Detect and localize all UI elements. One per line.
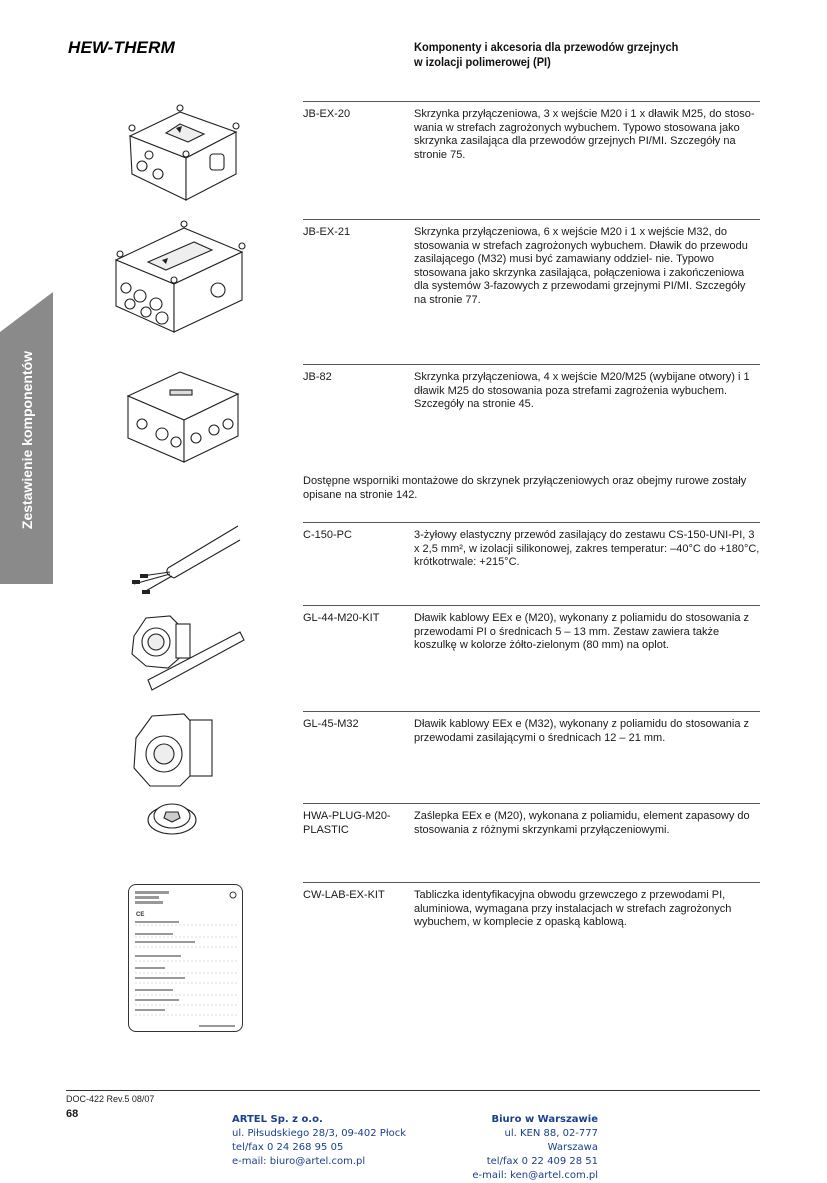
- product-code: HWA-PLUG-M20-PLASTIC: [303, 810, 391, 836]
- side-tab-label: Zestawienie komponentów: [19, 350, 35, 530]
- product-row: [303, 101, 760, 211]
- product-description: Skrzynka przyłączeniowa, 6 x wejście M20 i 1 x wejście M32, do stosowania w strefach zagrożonych wybuchem. Dławik do przewodu zasilającego (M32) musi być zamawiany oddziel- nie. Typowo stosowana jako skrzynka zasilająca, połączeniowa i zakończeniowa dla systemów 3-fazowych z przewodami grzejnymi PI/MI. Szczegóły na stronie 77.: [414, 226, 748, 306]
- label-plate-lines: [129, 885, 244, 1033]
- product-description: Tabliczka identyfikacyjna obwodu grzewczego z przewodami PI, aluminiowa, wymagana przy instalacjach w strefach zagrożonych wybuchem, w komplecie z opaską kablową.: [414, 889, 732, 928]
- product-description: Skrzynka przyłączeniowa, 4 x wejście M20/M25 (wybijane otwory) i 1 dławik M25 do stosowania poza strefami zagrożenia wybuchem. Szczegóły na stronie 45.: [414, 371, 750, 410]
- product-code: CW-LAB-EX-KIT: [303, 889, 385, 901]
- company-street: ul. Piłsudskiego 28/3, 09-402 Płock: [232, 1128, 407, 1139]
- product-code: JB-EX-20: [303, 108, 351, 120]
- page-number: 68: [66, 1108, 79, 1120]
- c-150-pc-image: [128, 518, 243, 598]
- product-description: Dławik kablowy EEx e (M20), wykonany z poliamidu do stosowania z przewodami PI o średnicach 5 – 13 mm. Zestaw zawiera także koszulkę w kolorze żółto-zielonym (80 mm) na oplot.: [414, 612, 750, 651]
- product-description: 3-żyłowy elastyczny przewód zasilający do zestawu CS-150-UNI-PI, 3 x 2,5 mm², w izolacji silikonowej, zakres temperatur: –40°C do +180°C, krótkotrwale: +215°C.: [414, 529, 760, 568]
- product-description: Skrzynka przyłączeniowa, 3 x wejście M20 i 1 x dławik M25, do stoso- wania w strefach zagrożonych wybuchem. Typowo stosowana jako skrzynka zasilająca dla przewodów grzejnych PI/MI. Szczegóły na stronie 75.: [414, 108, 755, 161]
- ce-mark: CE: [136, 912, 145, 918]
- product-code: GL-45-M32: [303, 718, 359, 730]
- cw-lab-ex-kit-label-plate: [128, 884, 243, 1032]
- product-code: GL-44-M20-KIT: [303, 612, 380, 624]
- product-code: JB-EX-21: [303, 226, 351, 238]
- company-email[interactable]: e-mail: biuro@artel.com.pl: [232, 1156, 366, 1167]
- company-phone: tel/fax 0 24 268 95 05: [232, 1142, 344, 1153]
- gl-44-m20-kit-image: [128, 606, 248, 696]
- product-row: [303, 605, 760, 705]
- hwa-plug-m20-plastic-image: [142, 798, 202, 838]
- office-email[interactable]: e-mail: ken@artel.com.pl: [472, 1170, 598, 1181]
- page-title-line-2: w izolacji polimerowej (PI): [414, 55, 551, 69]
- product-description: Zaślepka EEx e (M20), wykonana z poliamidu, element zapasowy do stosowania z różnymi skrzynkami przyłączeniowymi.: [414, 810, 750, 836]
- jb-82-image: [118, 362, 243, 467]
- mounting-note: Dostępne wsporniki montażowe do skrzynek przyłączeniowych oraz obejmy rurowe zostały opisane na stronie 142.: [303, 475, 747, 501]
- product-description: Dławik kablowy EEx e (M32), wykonany z poliamidu do stosowania z przewodami zasilającymi o średnicach 12 – 21 mm.: [414, 718, 750, 744]
- product-code: JB-82: [303, 371, 332, 383]
- product-row: [303, 803, 760, 881]
- product-row: [303, 522, 760, 602]
- company-name: ARTEL Sp. z o.o.: [232, 1114, 323, 1125]
- company-address-warszawa: [452, 1113, 598, 1183]
- office-name: Biuro w Warszawie: [491, 1114, 598, 1125]
- company-logo: HEW-THERM: [68, 38, 175, 57]
- company-address-plock: [232, 1113, 406, 1169]
- product-row: [303, 364, 760, 464]
- page-title-line-1: Komponenty i akcesoria dla przewodów grzejnych: [414, 40, 679, 54]
- page-title: [414, 40, 727, 70]
- product-row: [303, 219, 760, 359]
- product-row: [303, 711, 760, 799]
- product-row: [303, 882, 760, 962]
- product-code: C-150-PC: [303, 529, 352, 541]
- office-phone: tel/fax 0 22 409 28 51: [486, 1156, 598, 1167]
- jb-ex-21-image: [106, 218, 246, 338]
- jb-ex-20-image: [118, 96, 243, 206]
- office-street: ul. KEN 88, 02-777 Warszawa: [504, 1128, 598, 1153]
- footer-divider: [66, 1090, 760, 1091]
- gl-45-m32-image: [128, 708, 228, 798]
- document-reference: DOC-422 Rev.5 08/07: [66, 1094, 155, 1104]
